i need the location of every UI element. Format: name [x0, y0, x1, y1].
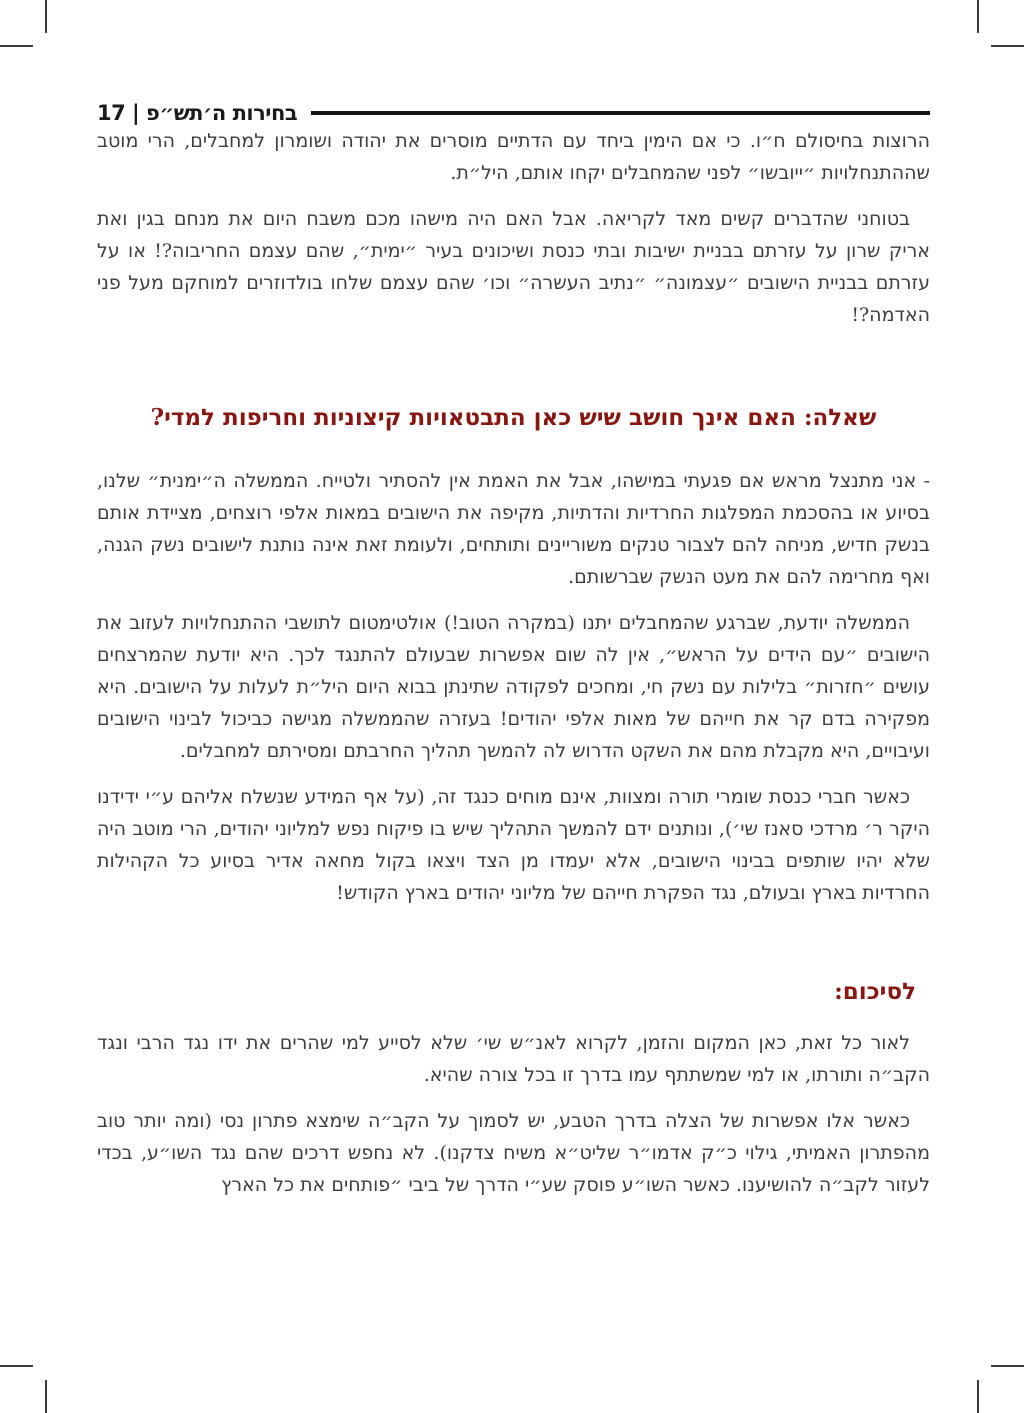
crop-mark-bottom-right-vertical [977, 1380, 979, 1413]
crop-mark-top-right-horizontal [991, 45, 1024, 47]
crop-mark-bottom-left-horizontal [0, 1365, 33, 1367]
crop-mark-bottom-right-horizontal [991, 1365, 1024, 1367]
question-paragraph-3: כאשר חברי כנסת שומרי תורה ומצוות, אינם מוחים כנגד זה, (על אף המידע שנשלח אליהם ע״י ידידנו היקר ר׳ מרדכי סאנז שי׳), ונותנים ידם להמשך התהליך שיש בו פיקוח נפש למליוני יהודים, הרי מוטב היה שלא יהיו שותפים בבינוי הישובים, אלא יעמדו מן הצד ויצאו בקול מחאה אדיר בסיוע כל הקהילות החרדיות בארץ ובעולם, נגד הפקרת חייהם של מליוני יהודים בארץ הקודש! [97, 786, 930, 904]
intro-paragraph-1: הרוצות בחיסולם ח״ו. כי אם הימין ביחד עם הדתיים מוסרים את יהודה ושומרון למחבלים, הרי מוטב שההתנחלויות ״ייובשו״ לפני שהמחבלים יקחו אותם, היל״ת. [97, 130, 930, 184]
summary-paragraph-2: כאשר אלו אפשרות של הצלה בדרך הטבע, יש לסמוך על הקב״ה שימצא פתרון נסי (ומה יותר טוב מהפתרון האמיתי, גילוי כ״ק אדמו״ר שליט״א משיח צדקנו). לא נחפש דרכים שהם נגד השו״ע, בכדי לעזור לקב״ה להושיענו. כאשר השו״ע פוסק שע״י הדרך של ביבי ״פותחים את כל הארץ [97, 1110, 930, 1196]
crop-mark-top-left-horizontal [0, 45, 33, 47]
crop-mark-top-left-vertical [45, 0, 47, 33]
summary-section-heading: לסיכום: [834, 978, 916, 1005]
question-paragraph-1: - אני מתנצל מראש אם פגעתי במישהו, אבל את האמת אין להסתיר ולטייח. הממשלה ה״ימנית״ שלנו, בסיוע או בהסכמת המפלגות החרדיות והדתיות, מקיפה את הישובים במאות אלפי רוצחים, מציידת אותם בנשק חדיש, מניחה להם לצבור טנקים משוריינים ותותחים, ולעומת זאת אינה נותנת לישובים נשק הגנה, ואף מחרימה להם את מעט הנשק שברשותם. [97, 470, 930, 588]
page-content [97, 0, 930, 1215]
question-section-heading: שאלה: האם אינך חושב שיש כאן התבטאויות קיצוניות וחריפות למדי? [150, 404, 877, 431]
page-title: בחירות ה׳תש״פ | 17 [97, 101, 298, 125]
question-paragraph-2: הממשלה יודעת, שברגע שהמחבלים יתנו (במקרה הטוב!) אולטימטום לתושבי ההתנחלויות לעזוב את הישובים ״עם הידים על הראש״, אין לה שום אפשרות שבעולם להתנגד לכך. היא יודעת שהמרצחים עושים ״חזרות״ בלילות עם נשק חי, ומחכים לפקודה שתינתן בבוא היום היל״ת לעלות על הישובים. היא מפקירה בדם קר את חייהם של מאות אלפי יהודים! בעזרה שהממשלה מגישה כביכול לבינוי הישובים ועיבויים, היא מקבלת מהם את השקט הדרוש לה להמשך תהליך החרבתם ומסירתם למחבלים. [97, 612, 930, 762]
crop-mark-bottom-left-vertical [45, 1380, 47, 1413]
page-header [97, 101, 930, 125]
summary-paragraph-1: לאור כל זאת, כאן המקום והזמן, לקרוא לאנ״ש שי׳ שלא לסייע למי שהרים את ידו נגד הרבי ונגד הקב״ה ותורתו, או למי שמשתתף עמו בדרך זו בכל צורה שהיא. [97, 1032, 930, 1086]
document-body [97, 125, 930, 1201]
crop-mark-top-right-vertical [977, 0, 979, 33]
intro-paragraph-2: בטוחני שהדברים קשים מאד לקריאה. אבל האם היה מישהו מכם משבח היום את מנחם בגין ואת אריק שרון על עזרתם בבניית ישיבות ובתי כנסת ושיכונים בעיר ״ימית״, שהם עצמם החריבוה?! או על עזרתם בבניית הישובים ״עצמונה״ ״נתיב העשרה״ וכו׳ שהם עצמם שלחו בולדוזרים למוחקם מעל פני האדמה?! [97, 208, 930, 326]
header-rule [311, 111, 930, 115]
